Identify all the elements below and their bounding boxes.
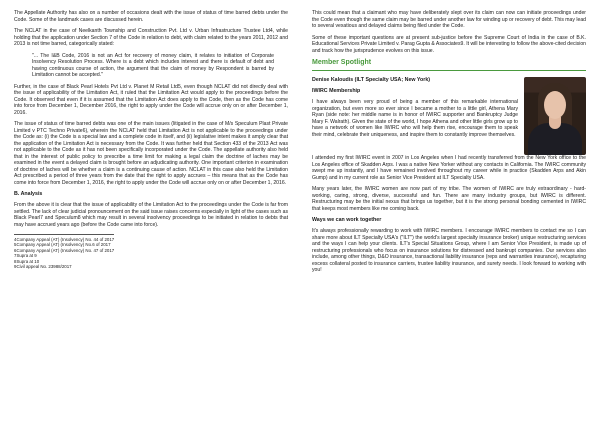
analysis-paragraph: From the above it is clear that the issue of applicability of the Limitation Act to the proceedings under the Code is far from settled. The lack of clear judicial pronouncement on the said issue raises concerns especially in light of the cases such as Black Pearl7 and Speculum8 which may result in several insolvency proceedings to be initiated in relation to debts that may have accrued years ago (before the Code came into force). (14, 202, 288, 228)
membership-paragraph: I have always been very proud of being a member of this remarkable international organization, but even more so ever since I became a mother to a little girl, Athena Mary Ryan (side note: her middle name is in honor of IWIRC supporter and Bankruptcy Judge Mary F. Walrath). Given the state of the world, I hope Athena and other little girls grow up to have a network of women like IWIRC who will help them rise, encourage them to speak their mind, celebrate their uniqueness, and inspire them to constantly improve themselves. (312, 99, 518, 138)
footnote: 5Company Appeal (AT) (Insolvency) No.6 of 2017 (14, 242, 111, 248)
footnote: 9Civil appeal No. 23988/2017 (14, 264, 72, 270)
member-name: Denise Kaloudis (ILT Specialty USA; New York) (312, 77, 431, 83)
neelkanth-paragraph: The NCLAT in the case of Neelkanth Township and Construction Pvt. Ltd v. Urban Infrastructure Trustee Ltd4, while holding that the application under Section 7 of the Code in relation to debt, with claim related to the years 2011, 2012 and 2013 is not time barred, categorically stated: (14, 28, 288, 47)
spotlight-intro (312, 77, 518, 155)
right-column (312, 10, 586, 424)
first-event-paragraph: I attended my first IWIRC event in 2007 in Los Angeles when I had recently transferred from the New York office to the Los Angeles office of Skadden Arps. I was a native New Yorker without any contacts in California. The IWIRC community swept me up instantly, and I have remained involved throughout my career while in practice (Skadden Arps and Akin Gump) and in my current role as Senior Vice President at ILT Specialty USA. (312, 155, 586, 181)
footnote: 8Supra at 10 (14, 258, 40, 264)
neelkanth-quote: "... The I&B Code, 2016 is not an Act for recovery of money claim, it relates to initiation of Corporate Insolvency Resolution Process. Where is a debt which includes interest and there is default of debt and having continuous course of action, the argument that the claim of money by Respondent is barred by Limitation cannot be accepted." (32, 52, 274, 78)
black-pearl-paragraph: Further, in the case of Black Pearl Hotels Pvt Ltd v. Planet M Retail Ltd5, even though NCLAT did not directly deal with the issue of applicability of the Limitation Act, it ruled that the Limitation Act would apply to the proceedings before the Code. It observed that even if it is assumed that the Limitation Act does apply to the Code, then as the Code has come into force from December 1, December 2016, the right to apply under the Code will accrue only on or after December 1, 2016. (14, 83, 288, 116)
speculum-paragraph: The issue of status of time barred debts was one of the main issues (litigated in the case of M/s Speculum Plast Private Limited v PTC Techno Private6), wherein the NCLAT held that Limitation Act is not applicable to the proceedings under the Code as: (i) the Code is a special law and a complete code in itself, and (ii) legislative intent makes it amply clear that the application of the Limitation Act is necessary from the Code. It was further held that Section 433 of the 2013 Act was not applicable to the Code as it has not been specifically incorporated under the Code. The appellate authority also held that in the interest of public policy to prescribe a time limit for making a legal claim the doctrine of laches may be examined in the event a delayed claim is brought before an adjudicating authority. One important criterion in examination of doctrine of laches will be whether a claim is a continuing cause of action. NCLAT in this case also held the Limitation Act prescribed a period of three years from the date that the right to apply accrues – this means that as the Code has come into force from December 1, 2016, the right to apply under the Code will accrue only on or after December 1, 2016. (14, 121, 288, 186)
footnote: 6Company Appeal (AT) (Insolvency) No. 47 of 2017 (14, 247, 115, 253)
tribe-paragraph: Many years later, the IWIRC women are now part of my tribe. The women of IWIRC are truly extraordinary - hard-working, caring, strong, diverse, successful and fun. There are many industry groups, but IWIRC is different. Restructuring may be the initial nexus that brings us together, but it is the strong personal bonding cemented in IWIRC that keeps most members like me coming back. (312, 186, 586, 212)
ways-heading: Ways we can work together (312, 217, 382, 223)
spotlight-header (312, 77, 586, 155)
spotlight-divider (312, 70, 586, 71)
left-column (14, 10, 288, 424)
footnote: 7Supra at 9 (14, 253, 37, 259)
ways-paragraph: It's always professionally rewarding to work with IWIRC members. I encourage IWIRC members to contact me so I can share more about ILT Specialty USA's ("ILT") the world's largest specialty insurance broker) unique restructuring services and the ways I can help your clients. ILT's Special Situations Group, where I am Senior Vice President, is made up of restructuring professionals who focus on insurance solutions for distressed and bankrupt companies. Our services also include, among other things, D&O insurance, transactional liability insurance (reps and warranties insurance), recapturing excess collateral posted to insurance carriers, trustee liability insurance, and surety needs. I look forward to working with you! (312, 228, 586, 273)
supreme-court-paragraph: Some of these important questions are at present sub-justice before the Supreme Court of India in the case of B.K. Educational Services Private Limited v. Parag Gupta & Associates9. It will be interesting to follow the above-cited decision and track how the jurisprudence evolves on this issue. (312, 34, 586, 54)
analysis-heading: B. Analysis (14, 191, 43, 197)
member-portrait-photo (524, 77, 586, 155)
portrait-face (544, 91, 566, 119)
footnote: 4Company Appeal (AT) (Insolvency) No. 44 of 2017 (14, 237, 115, 242)
intro-paragraph: The Appellate Authority has also on a number of occasions dealt with the issue of status of time barred debts under the Code. Some of the landmark cases are discussed herein. (14, 10, 288, 23)
iwirc-membership-heading: IWIRC Membership (312, 88, 361, 94)
footnote-divider (14, 234, 114, 235)
member-spotlight-title: Member Spotlight (312, 59, 372, 66)
vexatious-claims-paragraph: This could mean that a claimant who may have deliberately slept over its claim can now can initiate proceedings under the Code even though the same claim may be barred under another law for winding up or recovery of debt. This may lead to several vexatious and delayed claims being filed under the Code. (312, 10, 586, 29)
